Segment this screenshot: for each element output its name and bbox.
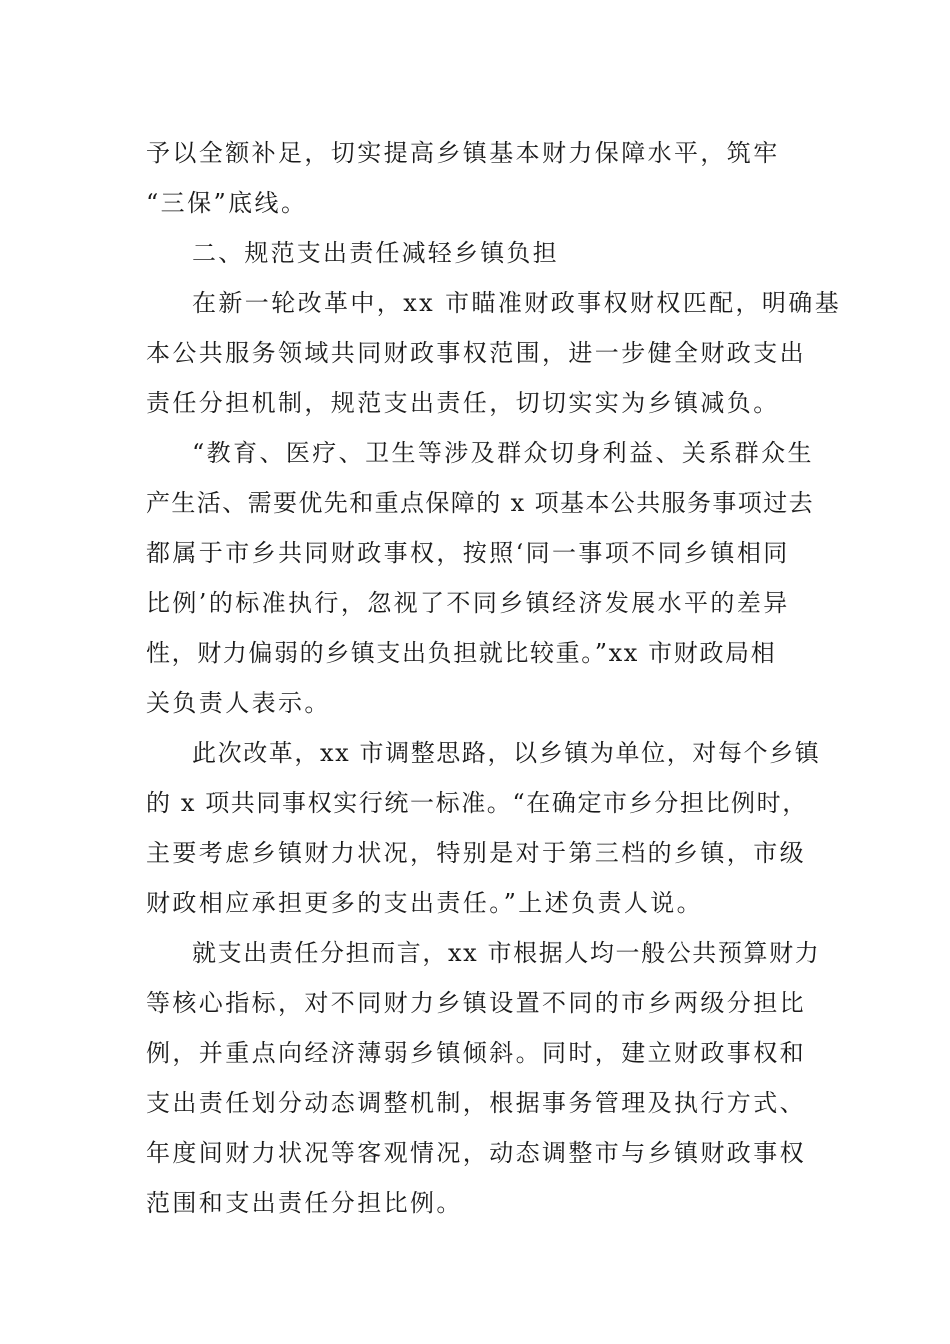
paragraph-line: 等核心指标，对不同财力乡镇设置不同的市乡两级分担比 xyxy=(146,989,806,1017)
paragraph-line: 例，并重点向经济薄弱乡镇倾斜。同时，建立财政事权和 xyxy=(146,1039,806,1067)
paragraph-line: 本公共服务领域共同财政事权范围，进一步健全财政支出 xyxy=(146,339,806,367)
paragraph-line: 财政相应承担更多的支出责任。”上述负责人说。 xyxy=(146,889,704,917)
paragraph-line: 年度间财力状况等客观情况，动态调整市与乡镇财政事权 xyxy=(146,1139,806,1167)
paragraph-line: 予以全额补足，切实提高乡镇基本财力保障水平，筑牢 xyxy=(146,139,780,167)
paragraph-line: 主要考虑乡镇财力状况，特别是对于第三档的乡镇，市级 xyxy=(146,839,806,867)
paragraph-line: “教育、医疗、卫生等涉及群众切身利益、关系群众生 xyxy=(192,439,814,467)
paragraph-line: 性，财力偏弱的乡镇支出负担就比较重。”xx 市财政局相 xyxy=(146,639,777,667)
body-text xyxy=(146,128,842,1228)
paragraph-line: 都属于市乡共同财政事权，按照‘同一事项不同乡镇相同 xyxy=(146,539,790,567)
paragraph-line: 此次改革，xx 市调整思路，以乡镇为单位，对每个乡镇 xyxy=(192,739,821,767)
paragraph-line: 产生活、需要优先和重点保障的 x 项基本公共服务事项过去 xyxy=(146,489,814,517)
paragraph-line: 的 x 项共同事权实行统一标准。“在确定市乡分担比例时， xyxy=(146,789,808,817)
section-heading: 二、规范支出责任减轻乡镇负担 xyxy=(192,239,559,267)
paragraph-line: 关负责人表示。 xyxy=(146,689,331,717)
paragraph-line: 支出责任划分动态调整机制，根据事务管理及执行方式、 xyxy=(146,1089,806,1117)
paragraph-line: 就支出责任分担而言，xx 市根据人均一般公共预算财力 xyxy=(192,939,821,967)
paragraph-line: 责任分担机制，规范支出责任，切切实实为乡镇减负。 xyxy=(146,389,780,417)
paragraph-line: 在新一轮改革中，xx 市瞄准财政事权财权匹配，明确基 xyxy=(192,289,842,317)
paragraph-line: 范围和支出责任分担比例。 xyxy=(146,1189,463,1217)
paragraph-line: 比例’的标准执行，忽视了不同乡镇经济发展水平的差异 xyxy=(146,589,790,617)
paragraph-line: “三保”底线。 xyxy=(146,189,308,217)
